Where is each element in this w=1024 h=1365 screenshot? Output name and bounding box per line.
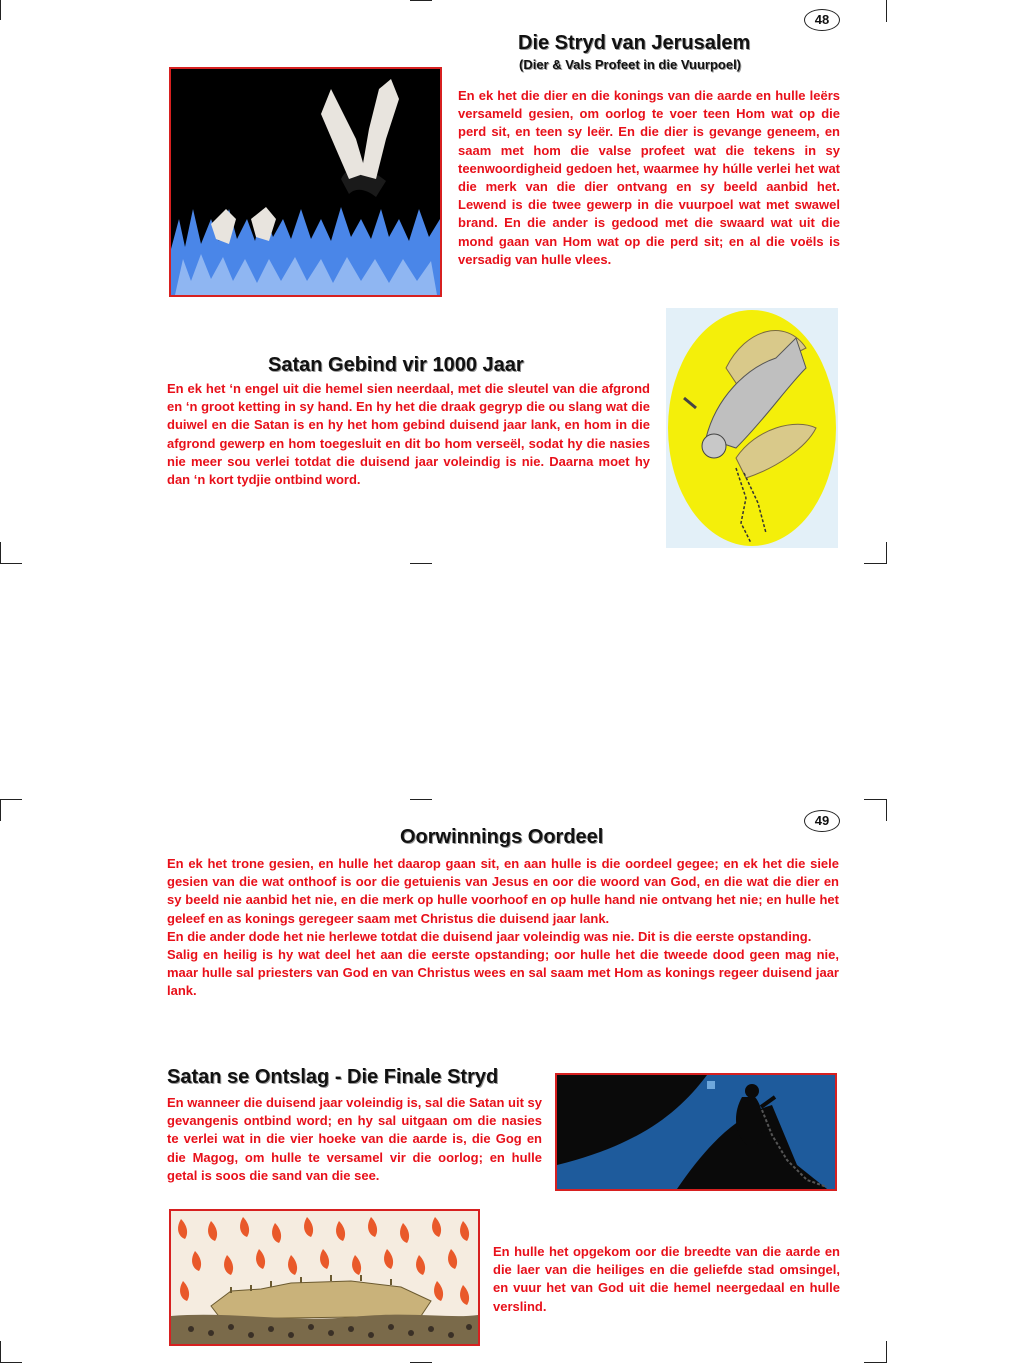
crop-mark	[0, 0, 1, 20]
crop-mark	[0, 799, 22, 800]
section-title: Satan se Ontslag - Die Finale Stryd	[167, 1066, 499, 1088]
section-body-text: En ek het ‘n engel uit die hemel sien neerdaal, met die sleutel van die afgrond en ‘n groot ketting in sy hand. En hy het die draak gegryp die ou slang wat die duiwel en die Satan is en hy het hom gebind duisend jaar lank, en hom in die afgrond gewerp en hom toegesluit en dit bo hom verseël, sodat hy die nasies nie meer sou verlei totdat die duisend jaar voleindig is nie. Daarna moet hy dan ‘n kort tydjie ontbind word.	[167, 381, 650, 488]
crop-mark	[0, 1341, 1, 1363]
paragraph: Salig en heilig is hy wat deel het aan die eerste opstanding; oor hulle het die tweede dood geen mag nie, maar hulle sal priesters van God en van Christus wees en sal saam met Hom as konings regeer duisend jaar lank.	[167, 947, 839, 999]
crop-mark	[864, 799, 886, 800]
section-body-text	[167, 855, 839, 1001]
section-body-text: En wanneer die duisend jaar voleindig is, sal die Satan uit sy gevangenis ontbind word; en hy sal uitgaan om die nasies te verlei wat in die vier hoeke van die aarde is, die Gog en die Magog, om hulle te versamel vir die oorlog; en hulle getal is soos die sand van die see.	[167, 1095, 542, 1183]
crop-mark	[0, 542, 1, 564]
crop-mark	[864, 1362, 886, 1363]
crop-mark	[886, 1341, 887, 1363]
section-body-text: En hulle het opgekom oor die breedte van die aarde en die laer van die heiliges en die geliefde stad omsingel, en vuur het van God uit die hemel neergedaal en hulle verslind.	[493, 1244, 840, 1314]
crop-mark	[0, 799, 1, 821]
legs-in-fire-illustration	[169, 67, 442, 297]
section-title: Oorwinnings Oordeel	[400, 826, 604, 848]
section-title: Satan Gebind vir 1000 Jaar	[268, 354, 524, 376]
crop-mark	[0, 1362, 22, 1363]
section-subtitle: (Dier & Vals Profeet in die Vuurpoel)	[519, 57, 742, 72]
section-body-text: En ek het die dier en die konings van die aarde en hulle leërs versameld gesien, om oorlog te voer teen Hom wat op die perd sit, en teen sy leër. En die dier is gevange geneem, en saam met hom die valse profeet wat die tekens in sy teenwoordigheid gedoen het, waarmee hy húlle verlei het wat die merk van die dier ontvang en sy beeld aanbid het. Lewend is die twee gewerp in die vuurpoel wat met swawel brand. En die ander is gedood met die swaard wat uit die mond gaan van Hom wat op die perd sit; en al die voëls is versadig van hulle vlees.	[458, 88, 840, 267]
crop-mark	[410, 563, 432, 564]
crop-mark	[0, 563, 22, 564]
fire-on-city-illustration	[169, 1209, 480, 1346]
crop-mark	[864, 563, 886, 564]
angel-with-chain-illustration	[666, 308, 838, 548]
page-number: 48	[804, 9, 840, 31]
paragraph: En ek het trone gesien, en hulle het daarop gaan sit, en aan hulle is die oordeel gegee; en ek het die siele gesien van die wat onthoof is oor die getuienis van Jesus en oor die woord van God, en die wat die dier en sy beeld nie aanbid het nie, en die merk op hulle voorhoof en op hulle hand nie ontvang het nie; en hulle het geleef en as konings geregeer saam met Christus die duisend jaar lank.	[167, 856, 839, 926]
page-number: 49	[804, 810, 840, 832]
paragraph: En die ander dode het nie herlewe totdat die duisend jaar voleindig was nie. Dit is die eerste opstanding.	[167, 928, 812, 944]
crop-mark	[886, 799, 887, 821]
section-title: Die Stryd van Jerusalem	[518, 32, 751, 54]
crop-mark	[410, 0, 432, 1]
crop-mark	[410, 799, 432, 800]
crop-mark	[886, 0, 887, 22]
crop-mark	[410, 1362, 432, 1363]
satan-released-illustration	[555, 1073, 837, 1191]
crop-mark	[886, 542, 887, 564]
